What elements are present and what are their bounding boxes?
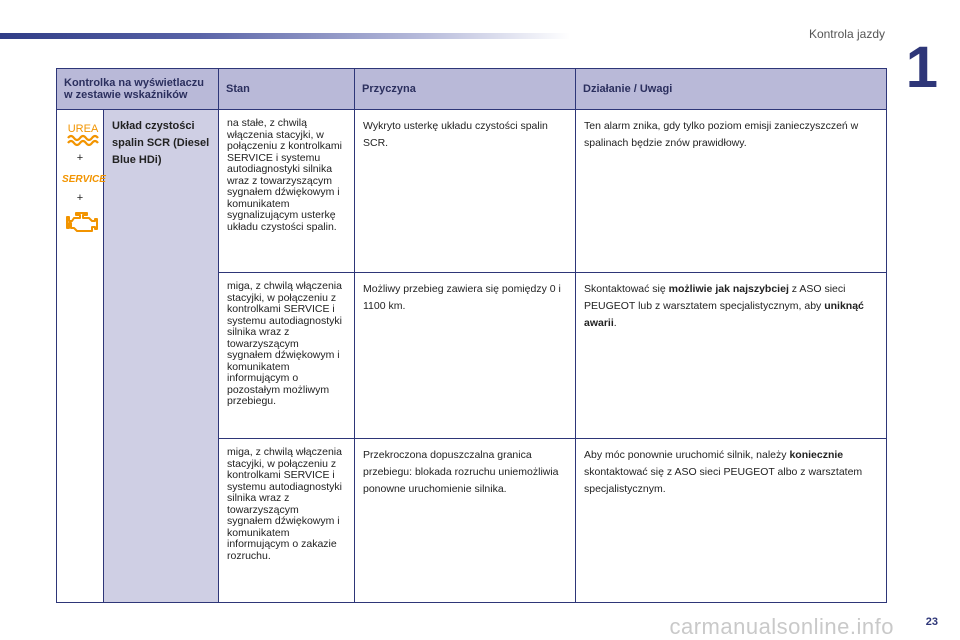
action-cell bbox=[576, 273, 887, 439]
urea-warning-icon bbox=[65, 120, 101, 149]
column-header-action: Działanie / Uwagi bbox=[576, 69, 887, 110]
action-cell bbox=[576, 439, 887, 603]
action-text: Ten alarm znika, gdy tylko poziom emisji zanieczyszczeń w spalinach będzie znów prawidłowy. bbox=[584, 120, 859, 149]
engine-check-icon bbox=[65, 210, 95, 239]
warning-lights-table bbox=[56, 68, 887, 603]
action-emphasis: uniknąć awarii bbox=[584, 300, 864, 329]
column-header-state: Stan bbox=[219, 69, 355, 110]
state-cell: miga, z chwilą włączenia stacyjki, w połączeniu z kontrolkami SERVICE i systemu autodiagnostyki silnika wraz z towarzyszącym sygnałem dźwiękowym i komunikatem informującym o pozostałym możliwym przebiegu. bbox=[219, 273, 355, 439]
page-number: 23 bbox=[925, 616, 938, 628]
chapter-number: 1 bbox=[905, 35, 938, 100]
state-cell: na stałe, z chwilą włączenia stacyjki, w połączeniu z kontrolkami SERVICE i systemu autodiagnostyki silnika wraz z towarzyszącym sygnałem dźwiękowym i komunikatem sygnalizującym usterkę układu czystości spalin. bbox=[219, 110, 355, 273]
header-gradient-bar bbox=[0, 33, 570, 39]
plus-sign: + bbox=[76, 192, 84, 204]
action-emphasis: możliwie jak najszybciej bbox=[668, 283, 789, 295]
table-row bbox=[57, 110, 887, 273]
service-label: SERVICE bbox=[62, 174, 106, 185]
action-text: Skontaktować się bbox=[584, 283, 669, 295]
indicator-icons-cell bbox=[57, 110, 104, 603]
table-header-row bbox=[57, 69, 887, 110]
plus-sign: + bbox=[76, 152, 84, 164]
action-cell bbox=[576, 110, 887, 273]
action-text: z ASO sieci PEUGEOT lub z warsztatem specjalistycznym, aby bbox=[584, 283, 846, 312]
column-header-indicator: Kontrolka na wyświetlaczu w zestawie wskaźników bbox=[57, 69, 219, 110]
action-text: . bbox=[613, 317, 617, 329]
section-title: Kontrola jazdy bbox=[808, 27, 885, 41]
cause-cell: Przekroczona dopuszczalna granica przebiegu: blokada rozruchu uniemożliwia ponowne uruchomienie silnika. bbox=[355, 439, 576, 603]
urea-label: UREA bbox=[67, 123, 99, 135]
watermark: carmanualsonline.info bbox=[669, 614, 894, 639]
cause-cell: Wykryto usterkę układu czystości spalin SCR. bbox=[355, 110, 576, 273]
action-text: Aby móc ponownie uruchomić silnik, należy bbox=[584, 449, 790, 461]
action-text: skontaktować się z ASO sieci PEUGEOT albo z warsztatem specjalistycznym. bbox=[584, 466, 863, 495]
column-header-cause: Przyczyna bbox=[355, 69, 576, 110]
service-warning-icon bbox=[62, 170, 106, 189]
cause-cell: Możliwy przebieg zawiera się pomiędzy 0 i 1100 km. bbox=[355, 273, 576, 439]
action-emphasis: koniecznie bbox=[789, 449, 844, 461]
state-cell: miga, z chwilą włączenia stacyjki, w połączeniu z kontrolkami SERVICE i systemu autodiagnostyki silnika wraz z towarzyszącym sygnałem dźwiękowym i komunikatem informującym o zakazie rozruchu. bbox=[219, 439, 355, 603]
system-name-cell: Układ czystości spalin SCR (Diesel Blue HDi) bbox=[104, 110, 219, 603]
